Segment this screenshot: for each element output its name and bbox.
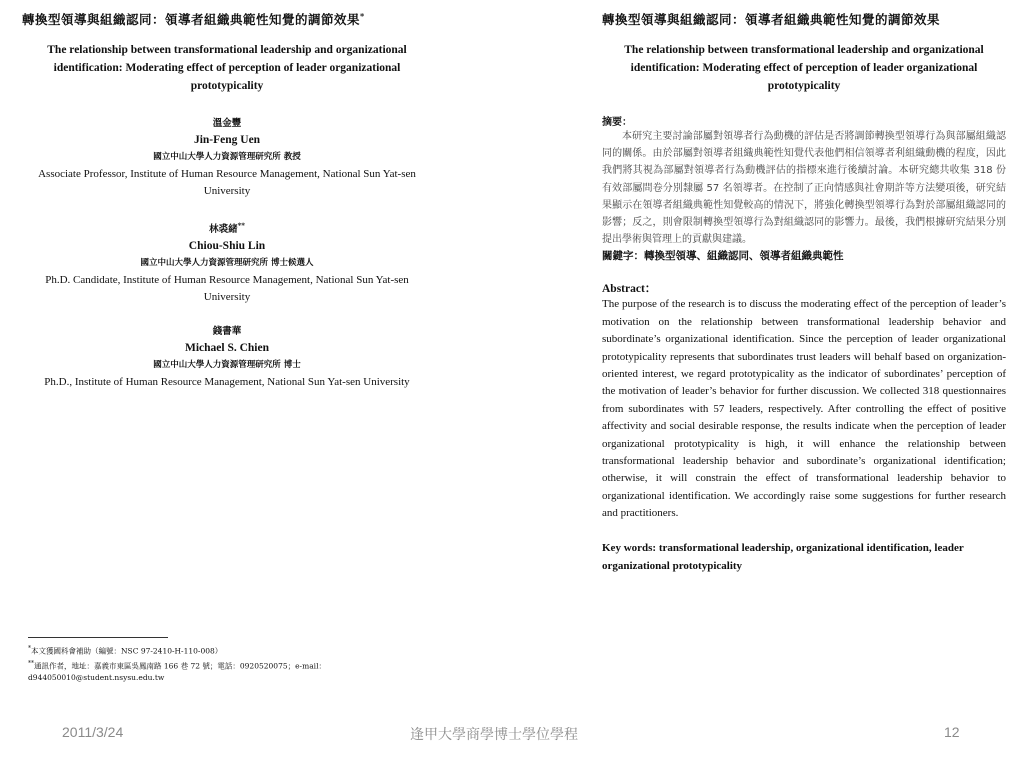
english-abstract-heading: Abstract：: [602, 283, 657, 296]
footnotes: [28, 643, 448, 684]
english-abstract: The purpose of the research is to discuss the moderating effect of the perception of leader’s motivation on the relationship between transformational leadership behavior and subordinate’s organizational identification. Since the perception of leader organizational prototypicality represents that subordinates trust leaders will behalf based on organization-oriented interest, we regard prototypicality as the indicator of subordinates’ perception of the motivation of leader’s behavior for further discussion. We collected 318 questionnaires from subordinates with 57 leaders, respectively. After controlling the effect of positive affectivity and social desirable response, the results indicate when the perception of leader organizational prototypicality is high, it will enhance the relationship between transformational leadership behavior and subordinate’s organizational identification; otherwise, it will constrain the effect of transformational leadership behavior to organizational identification. We accordingly raise some suggestions for further research and practitioners.: [602, 298, 1006, 520]
english-title: The relationship between transformational leadership and organizational identification: Moderating effect of perception of leader organizational prototypicality: [47, 44, 407, 92]
slide-date: 2011/3/24: [62, 724, 124, 740]
english-keywords: Key words: transformational leadership, organizational identification, leader organizational prototypicality: [602, 541, 964, 572]
footnote-2: **通訊作者，地址：嘉義市東區吳鳳南路 166 巷 72 號；電話：0920520075；e-mail：d944050010@student.nsysu.edu.tw: [28, 659, 326, 682]
author-en-affiliation: Ph.D., Institute of Human Resource Management, National Sun Yat-sen University: [44, 376, 410, 389]
author-3: [22, 323, 432, 391]
author-cn-affiliation: 國立中山大學人力資源管理研究所 教授: [153, 152, 301, 162]
author-1: [22, 115, 432, 200]
author-en-affiliation: Associate Professor, Institute of Human Resource Management, National Sun Yat-sen University: [38, 168, 416, 197]
author-en-name: Jin-Feng Uen: [193, 134, 261, 146]
left-page: [22, 10, 432, 391]
chinese-abstract-heading: 摘要：: [602, 117, 632, 128]
chinese-title: 轉換型領導與組織認同：領導者組織典範性知覺的調節效果: [602, 12, 941, 27]
author-cn-name: 錢書華: [212, 326, 242, 338]
author-en-affiliation: Ph.D. Candidate, Institute of Human Resource Management, National Sun Yat-sen University: [45, 274, 409, 304]
slide-page-number: 12: [944, 724, 960, 740]
author-cn-affiliation: 國立中山大學人力資源管理研究所 博士: [153, 360, 301, 371]
author-cn-name: 林裘緒**: [209, 221, 245, 236]
slide-footer-center: 逢甲大學商學博士學位學程: [410, 726, 578, 742]
right-page: [602, 10, 1006, 575]
chinese-title: 轉換型領導與組織認同：領導者組織典範性知覺的調節效果*: [22, 10, 365, 27]
author-en-name: Chiou-Shiu Lin: [188, 240, 266, 253]
footnote-divider: [28, 637, 168, 638]
author-cn-affiliation: 國立中山大學人力資源管理研究所 博士候選人: [140, 258, 314, 269]
title-footnote-mark: *: [360, 10, 365, 21]
english-title: The relationship between transformational leadership and organizational identification: Moderating effect of perception of leader organizational prototypicality: [624, 44, 984, 92]
author-2: [22, 217, 432, 306]
chinese-keywords: 關鍵字：轉換型領導、組織認同、領導者組織典範性: [602, 250, 844, 263]
author-cn-name: 溫金豐: [212, 118, 242, 129]
author-footnote-mark: **: [237, 221, 245, 230]
footnote-1: *本文獲國科會補助（編號：NSC 97-2410-H-110-008）: [28, 645, 223, 656]
chinese-abstract: 本研究主要討論部屬對領導者行為動機的評估是否將調節轉換型領導行為與部屬組織認同的關係。由於部屬對領導者組織典範性知覺代表他們相信領導者利組織動機的程度，因此我們將其視為部屬對領導者行為動機評估的指標來進行後續討論。本研究總共收集 318 份有效部屬問卷分別隸屬 57 名領導者。在控制了正向情感與社會期許等方法變項後，研究結果顯示在領導者組織典範性知覺較高的情況下，將強化轉換型領導行為對於部屬組織認同的影響；反之，則會限制轉換型領導行為對組織認同的影響力。最後，我們根據研究結果分別提出學術與管理上的貢獻與建議。: [602, 131, 1006, 246]
author-en-name: Michael S. Chien: [184, 342, 269, 355]
